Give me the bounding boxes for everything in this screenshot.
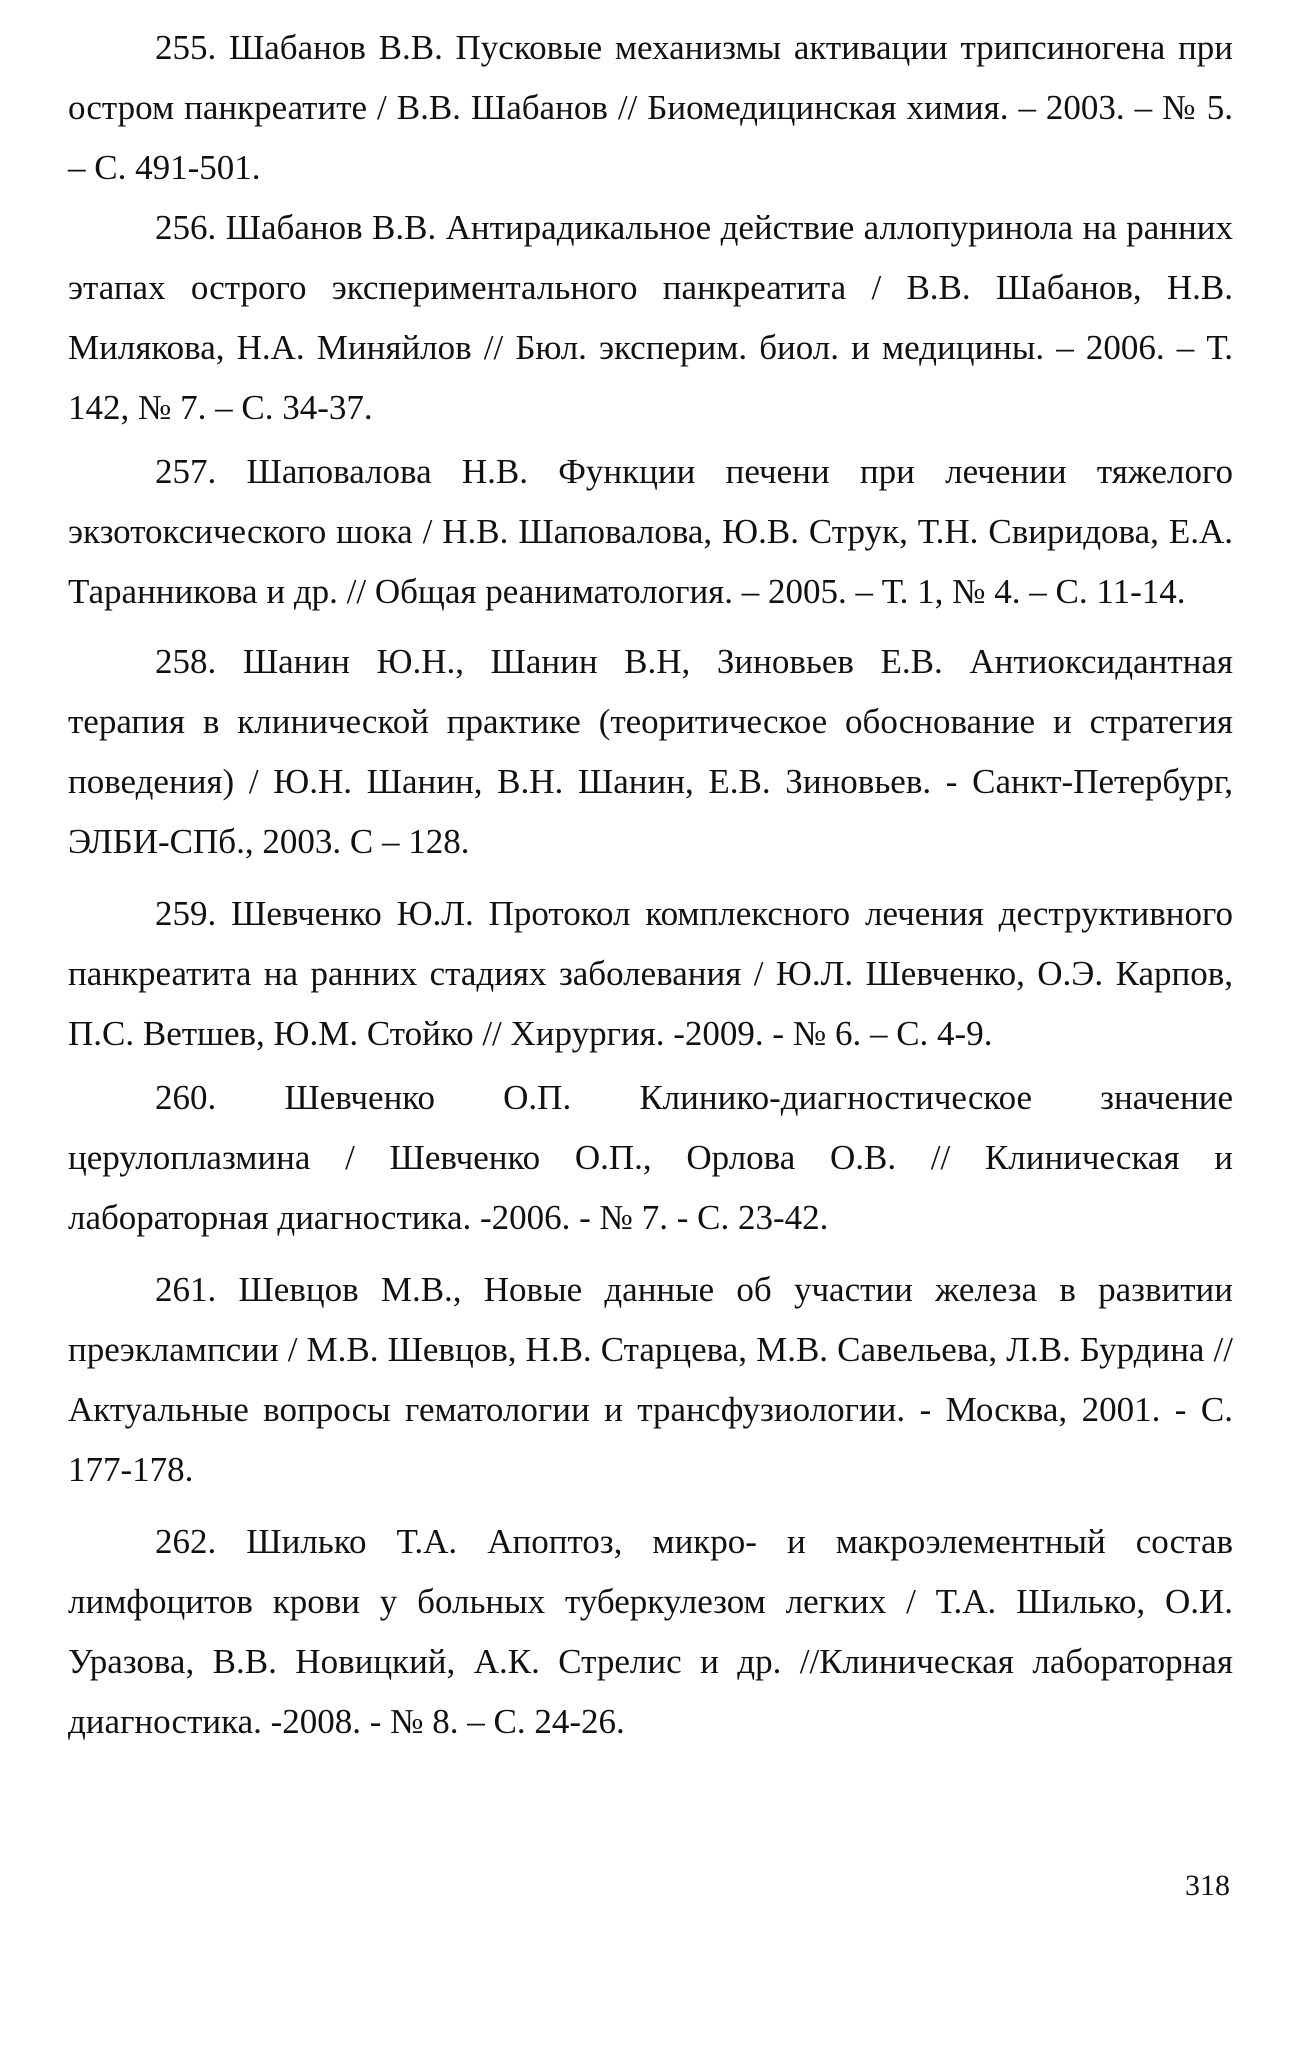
reference-text: Шанин Ю.Н., Шанин В.Н, Зиновьев Е.В. Антиоксидантная терапия в клинической практике (теоритическое обоснование и стратегия поведения) / Ю.Н. Шанин, В.Н. Шанин, Е.В. Зиновьев. - Санкт-Петербург, ЭЛБИ-СПб., 2003. С – 128.	[68, 642, 1233, 861]
reference-item-257	[68, 442, 1233, 622]
reference-number: 261.	[155, 1270, 217, 1309]
reference-item-261	[68, 1260, 1233, 1500]
reference-text: Шилько Т.А. Апоптоз, микро- и макроэлементный состав лимфоцитов крови у больных туберкулезом легких / Т.А. Шилько, О.И. Уразова, В.В. Новицкий, А.К. Стрелис и др. //Клиническая лабораторная диагностика. -2008. - № 8. – С. 24-26.	[68, 1522, 1234, 1741]
reference-item-262	[68, 1512, 1233, 1752]
reference-text: Шабанов В.В. Пусковые механизмы активации трипсиногена при остром панкреатите / В.В. Шабанов // Биомедицинская химия. – 2003. – № 5. – С. 491-501.	[68, 28, 1233, 187]
reference-text: Шевченко О.П. Клинико-диагностическое значение церулоплазмина / Шевченко О.П., Орлова О.В. // Клиническая и лабораторная диагностика. -2006. - № 7. - С. 23-42.	[68, 1078, 1234, 1237]
reference-number: 256.	[155, 208, 217, 247]
reference-text: Шабанов В.В. Антирадикальное действие аллопуринола на ранних этапах острого экспериментального панкреатита / В.В. Шабанов, Н.В. Милякова, Н.А. Миняйлов // Бюл. эксперим. биол. и медицины. – 2006. – Т. 142, № 7. – С. 34-37.	[68, 208, 1233, 427]
reference-text: Шевченко Ю.Л. Протокол комплексного лечения деструктивного панкреатита на ранних стадиях заболевания / Ю.Л. Шевченко, О.Э. Карпов, П.С. Ветшев, Ю.М. Стойко // Хирургия. -2009. - № 6. – С. 4-9.	[68, 894, 1233, 1053]
reference-number: 260.	[155, 1078, 217, 1117]
reference-number: 257.	[155, 452, 217, 491]
page-number: 318	[1185, 1869, 1230, 1902]
reference-item-258	[68, 632, 1233, 872]
reference-number: 255.	[155, 28, 217, 67]
reference-number: 258.	[155, 642, 217, 681]
reference-text: Шаповалова Н.В. Функции печени при лечении тяжелого экзотоксического шока / Н.В. Шаповалова, Ю.В. Струк, Т.Н. Свиридова, Е.А. Таранникова и др. // Общая реаниматология. – 2005. – Т. 1, № 4. – С. 11-14.	[68, 452, 1233, 611]
reference-number: 259.	[155, 894, 217, 933]
reference-item-256	[68, 198, 1233, 438]
reference-text: Шевцов М.В., Новые данные об участии железа в развитии преэклампсии / М.В. Шевцов, Н.В. Старцева, М.В. Савельева, Л.В. Бурдина // Актуальные вопросы гематологии и трансфузиологии. - Москва, 2001. - С. 177-178.	[68, 1270, 1233, 1489]
reference-item-260	[68, 1068, 1233, 1248]
reference-list	[68, 18, 1233, 1752]
reference-item-255	[68, 18, 1233, 198]
reference-item-259	[68, 884, 1233, 1064]
reference-number: 262.	[155, 1522, 217, 1561]
